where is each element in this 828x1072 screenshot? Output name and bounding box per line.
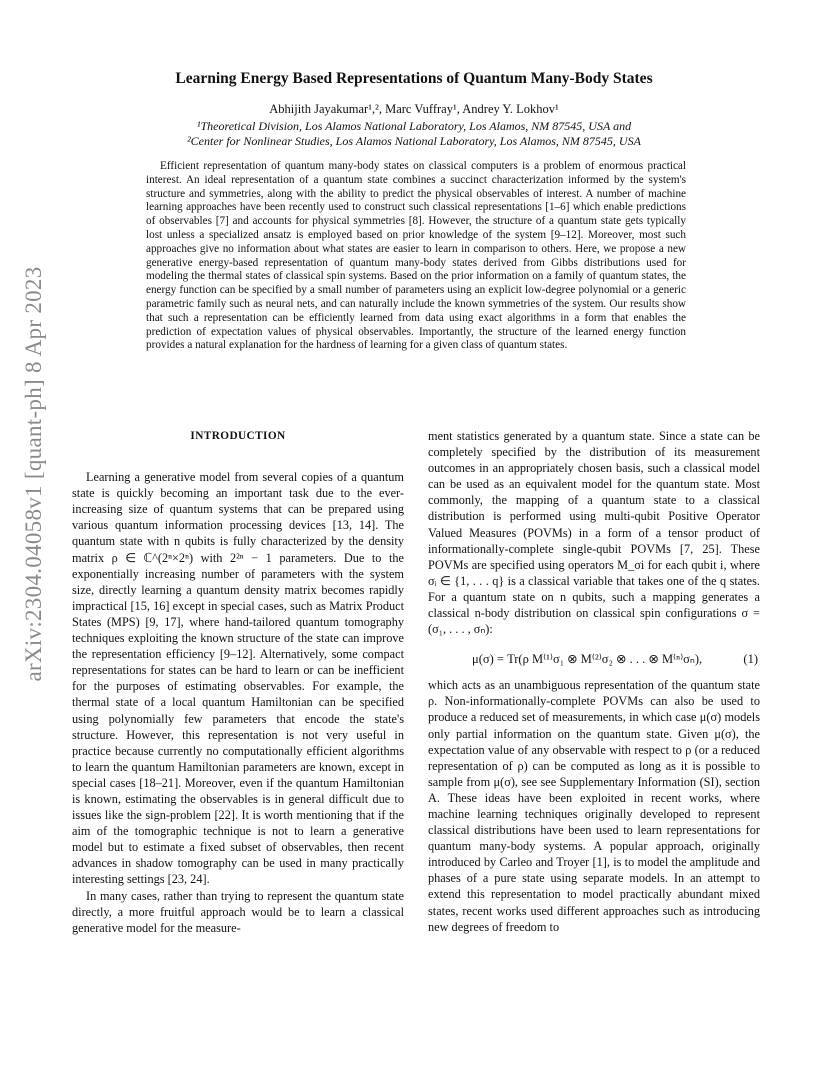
abstract: Efficient representation of quantum many-body states on classical computers is a problem of enormous practical interest. An ideal representation of a quantum state combines a succinct characterization informed by the system's structure and symmetries, along with the ability to predict the physical observables of interest. A number of machine learning approaches have been recently used to construct such classical representations [1–6] which enable predictions of observables [7] and accounts for physical symmetries [8]. However, the structure of a quantum state gets typically lost unless a specialized ansatz is employed based on prior knowledge of the system [9–12]. Moreover, most such approaches give no information about what states are easier to learn in comparison to others. Here, we propose a new generative energy-based representation of quantum many-body states derived from Gibbs distributions used for modeling the thermal states of classical spin systems. Based on the prior information on a family of quantum states, the energy function can be specified by a small number of parameters using an explicit low-degree polynomial or a generic parametric family such as neural nets, and can naturally include the known symmetries of the system. Our results show that such a representation can be efficiently learned from data using exact algorithms in a form that enables the prediction of expectation values of physical observables. Importantly, the structure of the learned energy function provides a natural explanation for the hardness of learning for a given class of quantum states.: [146, 160, 686, 352]
author-list: Abhijith Jayakumar¹,², Marc Vuffray¹, Andrey Y. Lokhov¹: [269, 102, 559, 116]
paper-title: Learning Energy Based Representations of Quantum Many-Body States: [175, 70, 653, 87]
left-column: [72, 428, 404, 936]
equation-1: [428, 643, 760, 673]
arxiv-identifier: arXiv:2304.04058v1 [quant-ph] 8 Apr 2023: [21, 266, 46, 682]
intro-paragraph-4: which acts as an unambiguous representation of the quantum state ρ. Non-informationally-complete POVMs can also be used to produce a reduced set of measurements, in which case μ(σ) models only partial information on the quantum state. Given μ(σ), the expectation value of any observable with respect to ρ (or a reduced representation of ρ) can be computed as long as it is possible to sample from μ(σ), see see Supplementary Information (SI), section A. These ideas have been exploited in recent works, where machine learning techniques originally developed to represent classical distributions have been used to learn representations for quantum many-body systems. A popular approach, originally introduced by Carleo and Troyer [1], is to model the amplitude and phases of a pure state using separate models. In an attempt to extend this representation to model practically abundant mixed states, recent works used different approaches such as introducing new degrees of freedom to: [428, 678, 760, 934]
affiliation-2: ²Center for Nonlinear Studies, Los Alamos National Laboratory, Los Alamos, NM 87545, USA: [187, 134, 641, 148]
intro-paragraph-2: In many cases, rather than trying to represent the quantum state directly, a more fruitful approach would be to learn a classical generative model for the measure-: [72, 888, 404, 935]
equation-number: (1): [743, 652, 758, 667]
section-heading-introduction: INTRODUCTION: [190, 430, 286, 442]
intro-paragraph-1: Learning a generative model from several copies of a quantum state is quickly becoming an important task due to the ever-increasing size of quantum systems that can be prepared using various quantum information processing devices [13, 14]. The quantum state with n qubits is fully characterized by the density matrix ρ ∈ ℂ^(2ⁿ×2ⁿ) with 2²ⁿ − 1 parameters. Due to the exponentially increasing number of parameters with the system size, directly learning a quantum density matrix becomes rapidly impractical [15, 16] except in special cases, such as Matrix Product States (MPS) [9, 17], where hand-tailored quantum tomography techniques exploiting the known structure of the state can improve the representation efficiency [9–12]. Alternatively, some compact representations for states can be hard to learn or can be inefficient for the purposes of estimating observables. For example, the thermal state of a local quantum Hamiltonian can be specified using polynomially few parameters that encode the state's structure. However, this representation is not very useful in practice because currently no computationally efficient algorithms to learn the quantum Hamiltonian parameters are known, except in special cases [18–21]. Moreover, even if the quantum Hamiltonian is known, estimating the observables is in general difficult due to issues like the sign-problem [22]. It is worth mentioning that if the aim of the tomographic technique is not to learn a generative model but to estimate a fixed subset of observables, then recent advances in shadow tomography can be used in many practically interesting settings [23, 24].: [72, 470, 404, 887]
affiliation-1: ¹Theoretical Division, Los Alamos National Laboratory, Los Alamos, NM 87545, USA and: [196, 119, 632, 133]
right-column: [428, 428, 760, 935]
intro-paragraph-3: ment statistics generated by a quantum state. Since a state can be completely specified by the distribution of its measurement outcomes in an appropriately chosen basis, such a classical model can be used as an equivalent model for the quantum state. Most commonly, the mapping of a quantum state to a classical distribution is performed using multi-qubit Positive Operator Valued Measures (POVMs) in a form of a tensor product of informationally-complete single-qubit POVMs [7, 25]. These POVMs are specified using operators M_σi for each qubit i, where σᵢ ∈ {1, . . . q} is a classical variable that takes one of the q states. For a quantum state on n qubits, such a mapping generates a classical n-body distribution on classical spin configurations σ = (σ₁, . . . , σₙ):: [428, 429, 760, 637]
arxiv-sidebar: [0, 0, 60, 1072]
equation-body: μ(σ) = Tr(ρ M⁽¹⁾σ₁ ⊗ M⁽²⁾σ₂ ⊗ . . . ⊗ M⁽ⁿ⁾σₙ),: [472, 652, 703, 667]
